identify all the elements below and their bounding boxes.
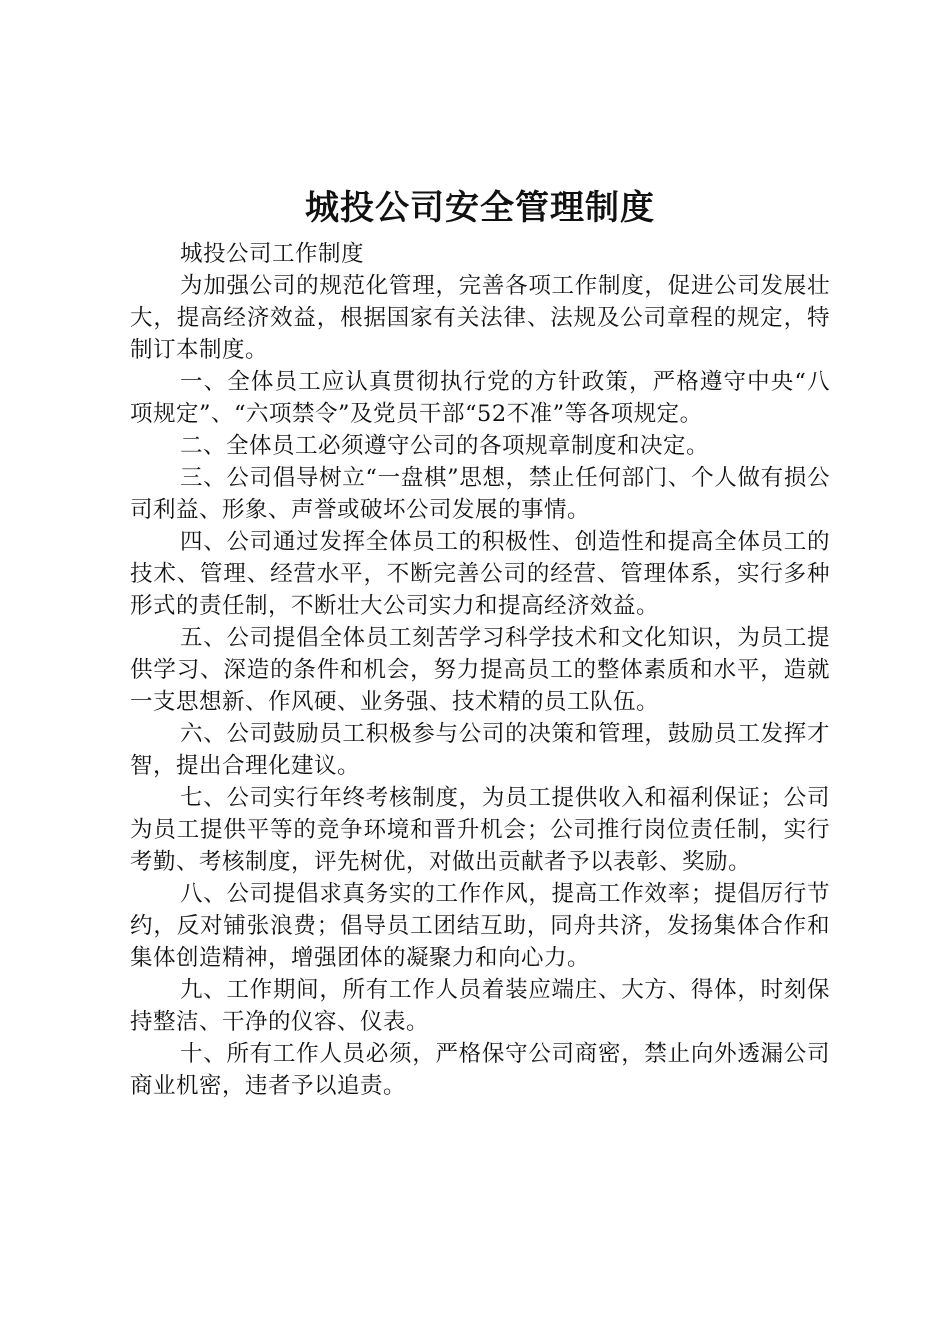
document-page [130, 180, 830, 1102]
paragraph-item-7: 七、公司实行年终考核制度，为员工提供收入和福利保证；公司为员工提供平等的竞争环境和晋升机会；公司推行岗位责任制，实行考勤、考核制度，评先树优，对做出贡献者予以表彰、奖励。 [130, 785, 830, 875]
document-title: 城投公司安全管理制度 [305, 188, 655, 228]
paragraph-subtitle: 城投公司工作制度 [180, 241, 365, 267]
paragraph-item-8: 八、公司提倡求真务实的工作作风，提高工作效率；提倡厉行节约，反对铺张浪费；倡导员工团结互助，同舟共济，发扬集体合作和集体创造精神，增强团体的凝聚力和向心力。 [130, 881, 830, 971]
paragraph-item-2: 二、全体员工必须遵守公司的各项规章制度和决定。 [180, 433, 710, 459]
paragraph-item-4: 四、公司通过发挥全体员工的积极性、创造性和提高全体员工的技术、管理、经营水平，不断完善公司的经营、管理体系，实行多种形式的责任制，不断壮大公司实力和提高经济效益。 [130, 529, 830, 619]
paragraph-item-10: 十、所有工作人员必须，严格保守公司商密，禁止向外透漏公司商业机密，违者予以追责。 [130, 1041, 830, 1099]
paragraph-item-5: 五、公司提倡全体员工刻苦学习科学技术和文化知识，为员工提供学习、深造的条件和机会，努力提高员工的整体素质和水平，造就一支思想新、作风硬、业务强、技术精的员工队伍。 [130, 625, 830, 715]
paragraph-preamble: 为加强公司的规范化管理，完善各项工作制度，促进公司发展壮大，提高经济效益，根据国家有关法律、法规及公司章程的规定，特制订本制度。 [130, 273, 830, 363]
paragraph-item-9: 九、工作期间，所有工作人员着装应端庄、大方、得体，时刻保持整洁、干净的仪容、仪表。 [130, 977, 830, 1035]
paragraph-item-6: 六、公司鼓励员工积极参与公司的决策和管理，鼓励员工发挥才智，提出合理化建议。 [130, 721, 830, 779]
paragraph-item-1: 一、全体员工应认真贯彻执行党的方针政策，严格遵守中央“八项规定”、“六项禁令”及党员干部“52不准”等各项规定。 [130, 369, 830, 427]
paragraph-item-3: 三、公司倡导树立“一盘棋”思想，禁止任何部门、个人做有损公司利益、形象、声誉或破坏公司发展的事情。 [130, 465, 830, 523]
